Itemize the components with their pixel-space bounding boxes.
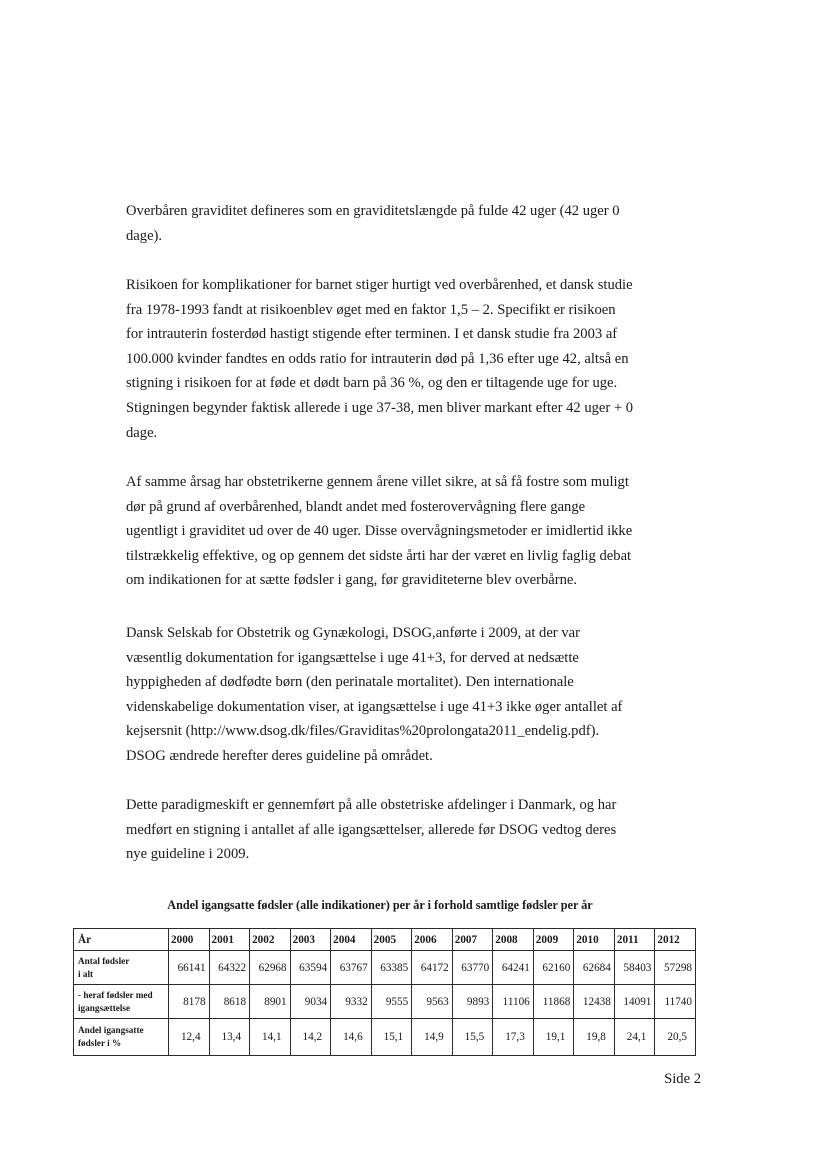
data-cell: 12438	[574, 985, 615, 1019]
data-cell: 9563	[412, 985, 453, 1019]
paragraph-monitoring: Af samme årsag har obstetrikerne gennem årene villet sikre, at så få fostre som muligt dør på grund af overbårenhed, blandt andet med fosterovervågning flere gange ugentligt i graviditet ud over de 40 uger. Disse overvågningsmetoder er imidlertid ikke tilstrækkelig effektive, og op gennem det sidste årti har der været en livlig faglig debat om indikationen for at sætte fødsler i gang, før graviditeterne blev overbårne.	[126, 474, 633, 589]
year-cell: 2010	[574, 929, 615, 951]
data-cell: 58403	[614, 951, 655, 985]
data-cell: 20,5	[655, 1019, 696, 1056]
row-label: - heraf fødsler med igangsættelse	[74, 985, 169, 1019]
data-cell: 62968	[250, 951, 291, 985]
data-cell: 62160	[533, 951, 574, 985]
paragraph-dsog: Dansk Selskab for Obstetrik og Gynækologi, DSOG,anførte i 2009, at der var væsentlig dokumentation for igangsættelse i uge 41+3, for derved at nedsætte hyppigheden af dødfødte børn (den perinatale mortalitet). Den internationale videnskabelige dokumentation viser, at igangsættelse i uge 41+3 ikke øger antallet af kejsersnit (http://www.dsog.dk/files/Graviditas%20prolongata2011_endelig.pdf). DSOG ændrede herefter deres guideline på området.	[126, 625, 623, 764]
data-cell: 9555	[371, 985, 412, 1019]
data-cell: 14,1	[250, 1019, 291, 1056]
data-cell: 24,1	[614, 1019, 655, 1056]
table-row-total-births	[74, 951, 696, 985]
table-header-row	[74, 929, 696, 951]
data-cell: 17,3	[493, 1019, 534, 1056]
data-cell: 15,1	[371, 1019, 412, 1056]
data-cell: 9332	[331, 985, 372, 1019]
table-row-induction-share	[74, 1019, 696, 1056]
data-cell: 62684	[574, 951, 615, 985]
data-cell: 63767	[331, 951, 372, 985]
induction-statistics-table	[73, 928, 696, 1056]
data-cell: 11868	[533, 985, 574, 1019]
data-cell: 57298	[655, 951, 696, 985]
data-cell: 14,9	[412, 1019, 453, 1056]
year-cell: 2007	[452, 929, 493, 951]
data-cell: 15,5	[452, 1019, 493, 1056]
paragraph-risk: Risikoen for komplikationer for barnet stiger hurtigt ved overbårenhed, et dansk studie fra 1978-1993 fandt at risikoenblev øget med en faktor 1,5 – 2. Specifikt er risikoen for intrauterin fosterdød hastigt stigende efter terminen. I et dansk studie fra 2003 af 100.000 kvinder fandtes en odds ratio for intrauterin død på 1,36 efter uge 42, altså en stigning i risikoen for at føde et dødt barn på 36 %, og den er tiltagende uge for uge. Stigningen begynder faktisk allerede i uge 37-38, men bliver markant efter 42 uger + 0 dage.	[126, 277, 634, 441]
header-label-cell: År	[74, 929, 169, 951]
data-cell: 13,4	[209, 1019, 250, 1056]
year-cell: 2001	[209, 929, 250, 951]
row-label: Andel igangsatte fødsler i %	[74, 1019, 169, 1056]
data-cell: 64241	[493, 951, 534, 985]
data-cell: 63770	[452, 951, 493, 985]
data-cell: 8901	[250, 985, 291, 1019]
page-number: Side 2	[664, 1071, 701, 1087]
data-cell: 11740	[655, 985, 696, 1019]
data-cell: 14,2	[290, 1019, 331, 1056]
year-cell: 2002	[250, 929, 291, 951]
data-cell: 66141	[169, 951, 210, 985]
data-cell: 8178	[169, 985, 210, 1019]
data-cell: 64322	[209, 951, 250, 985]
year-cell: 2011	[614, 929, 655, 951]
data-cell: 64172	[412, 951, 453, 985]
data-cell: 9893	[452, 985, 493, 1019]
year-cell: 2004	[331, 929, 372, 951]
data-cell: 9034	[290, 985, 331, 1019]
data-cell: 11106	[493, 985, 534, 1019]
data-cell: 19,8	[574, 1019, 615, 1056]
year-cell: 2008	[493, 929, 534, 951]
year-cell: 2006	[412, 929, 453, 951]
data-cell: 14,6	[331, 1019, 372, 1056]
table-row-induced-births	[74, 985, 696, 1019]
paragraph-paradigm-shift: Dette paradigmeskift er gennemført på alle obstetriske afdelinger i Danmark, og har medført en stigning i antallet af alle igangsættelser, allerede før DSOG vedtog deres nye guideline i 2009.	[126, 797, 617, 863]
year-cell: 2005	[371, 929, 412, 951]
year-cell: 2012	[655, 929, 696, 951]
year-cell: 2000	[169, 929, 210, 951]
data-cell: 8618	[209, 985, 250, 1019]
data-cell: 63594	[290, 951, 331, 985]
row-label: Antal fødsler i alt	[74, 951, 169, 985]
data-cell: 63385	[371, 951, 412, 985]
year-cell: 2009	[533, 929, 574, 951]
data-cell: 12,4	[169, 1019, 210, 1056]
table-caption: Andel igangsatte fødsler (alle indikationer) per år i forhold samtlige fødsler per år	[167, 898, 593, 912]
paragraph-definition: Overbåren graviditet defineres som en graviditetslængde på fulde 42 uger (42 uger 0 dage).	[126, 203, 620, 244]
data-cell: 19,1	[533, 1019, 574, 1056]
year-cell: 2003	[290, 929, 331, 951]
data-cell: 14091	[614, 985, 655, 1019]
